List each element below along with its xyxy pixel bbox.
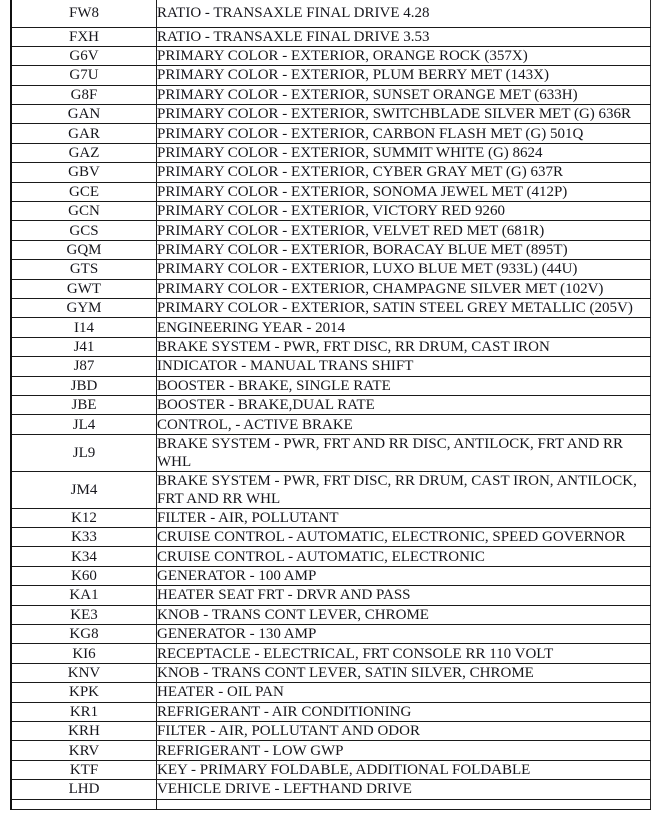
description-cell: ENGINEERING YEAR - 2014 [157, 318, 651, 337]
description-cell: BRAKE SYSTEM - PWR, FRT DISC, RR DRUM, CAST IRON, ANTILOCK, FRT AND RR WHL [157, 471, 651, 508]
description-cell-empty [157, 799, 651, 809]
rpo-code-cell: K12 [11, 508, 157, 527]
rpo-code-cell: FW8 [11, 0, 157, 27]
description-cell: REFRIGERANT - AIR CONDITIONING [157, 702, 651, 721]
description-cell: GENERATOR - 100 AMP [157, 566, 651, 585]
description-cell: KEY - PRIMARY FOLDABLE, ADDITIONAL FOLDABLE [157, 760, 651, 779]
rpo-code-cell: KG8 [11, 625, 157, 644]
rpo-code-cell: LHD [11, 780, 157, 799]
rpo-code-cell: GBV [11, 163, 157, 182]
table-row [11, 683, 651, 702]
table-row [11, 202, 651, 221]
rpo-code-cell: K60 [11, 566, 157, 585]
table-row [11, 279, 651, 298]
table-row [11, 163, 651, 182]
table-row [11, 586, 651, 605]
table-row [11, 702, 651, 721]
description-cell: KNOB - TRANS CONT LEVER, SATIN SILVER, CHROME [157, 663, 651, 682]
description-cell: PRIMARY COLOR - EXTERIOR, SONOMA JEWEL MET (412P) [157, 182, 651, 201]
rpo-code-cell: JL4 [11, 415, 157, 434]
table-row [11, 760, 651, 779]
table-row [11, 547, 651, 566]
description-cell: FILTER - AIR, POLLUTANT [157, 508, 651, 527]
rpo-code-cell: G7U [11, 66, 157, 85]
description-cell: BRAKE SYSTEM - PWR, FRT DISC, RR DRUM, CAST IRON [157, 337, 651, 356]
table-row [11, 625, 651, 644]
rpo-code-cell: GCE [11, 182, 157, 201]
table-row [11, 260, 651, 279]
description-cell: PRIMARY COLOR - EXTERIOR, PLUM BERRY MET (143X) [157, 66, 651, 85]
table-row [11, 182, 651, 201]
description-cell: FILTER - AIR, POLLUTANT AND ODOR [157, 722, 651, 741]
table-row [11, 566, 651, 585]
rpo-code-cell: K34 [11, 547, 157, 566]
rpo-code-cell: KPK [11, 683, 157, 702]
rpo-code-cell: GAZ [11, 143, 157, 162]
rpo-code-cell: G8F [11, 85, 157, 104]
description-cell: INDICATOR - MANUAL TRANS SHIFT [157, 357, 651, 376]
table-row [11, 780, 651, 799]
description-cell: BRAKE SYSTEM - PWR, FRT AND RR DISC, ANTILOCK, FRT AND RR WHL [157, 434, 651, 471]
description-cell: BOOSTER - BRAKE, SINGLE RATE [157, 376, 651, 395]
table-row [11, 66, 651, 85]
table-row [11, 143, 651, 162]
description-cell: PRIMARY COLOR - EXTERIOR, CYBER GRAY MET (G) 637R [157, 163, 651, 182]
rpo-code-cell: JL9 [11, 434, 157, 471]
description-cell: HEATER - OIL PAN [157, 683, 651, 702]
description-cell: PRIMARY COLOR - EXTERIOR, CHAMPAGNE SILVER MET (102V) [157, 279, 651, 298]
table-row [11, 318, 651, 337]
table-row [11, 85, 651, 104]
rpo-code-cell-empty [11, 799, 157, 809]
description-cell: BOOSTER - BRAKE,DUAL RATE [157, 395, 651, 414]
rpo-code-cell: GQM [11, 240, 157, 259]
rpo-code-cell: KNV [11, 663, 157, 682]
table-row [11, 663, 651, 682]
table-row [11, 46, 651, 65]
description-cell: RATIO - TRANSAXLE FINAL DRIVE 3.53 [157, 27, 651, 46]
rpo-code-cell: GYM [11, 298, 157, 317]
rpo-code-cell: KI6 [11, 644, 157, 663]
rpo-code-cell: JM4 [11, 471, 157, 508]
description-cell: PRIMARY COLOR - EXTERIOR, SWITCHBLADE SILVER MET (G) 636R [157, 105, 651, 124]
rpo-code-cell: GAR [11, 124, 157, 143]
rpo-code-cell: J87 [11, 357, 157, 376]
rpo-code-cell: JBD [11, 376, 157, 395]
table-row [11, 434, 651, 471]
rpo-code-cell: KE3 [11, 605, 157, 624]
rpo-code-cell: GCS [11, 221, 157, 240]
rpo-code-cell: K33 [11, 528, 157, 547]
rpo-code-cell: J41 [11, 337, 157, 356]
description-cell: PRIMARY COLOR - EXTERIOR, ORANGE ROCK (357X) [157, 46, 651, 65]
table-row [11, 471, 651, 508]
rpo-code-cell: GAN [11, 105, 157, 124]
rpo-code-cell: JBE [11, 395, 157, 414]
description-cell: PRIMARY COLOR - EXTERIOR, SUMMIT WHITE (G) 8624 [157, 143, 651, 162]
table-row-cropped [11, 799, 651, 809]
table-row [11, 357, 651, 376]
description-cell: PRIMARY COLOR - EXTERIOR, VICTORY RED 9260 [157, 202, 651, 221]
table-row [11, 105, 651, 124]
rpo-code-cell: I14 [11, 318, 157, 337]
table-row [11, 0, 651, 27]
rpo-code-cell: GTS [11, 260, 157, 279]
description-cell: PRIMARY COLOR - EXTERIOR, LUXO BLUE MET (933L) (44U) [157, 260, 651, 279]
rpo-code-cell: G6V [11, 46, 157, 65]
rpo-code-table [10, 0, 651, 810]
table-row [11, 528, 651, 547]
table-row [11, 124, 651, 143]
table-row [11, 240, 651, 259]
description-cell: REFRIGERANT - LOW GWP [157, 741, 651, 760]
description-cell: PRIMARY COLOR - EXTERIOR, VELVET RED MET (681R) [157, 221, 651, 240]
rpo-code-cell: KRV [11, 741, 157, 760]
description-cell: CONTROL, - ACTIVE BRAKE [157, 415, 651, 434]
table-row [11, 415, 651, 434]
table-row [11, 376, 651, 395]
description-cell: PRIMARY COLOR - EXTERIOR, BORACAY BLUE MET (895T) [157, 240, 651, 259]
description-cell: PRIMARY COLOR - EXTERIOR, SUNSET ORANGE MET (633H) [157, 85, 651, 104]
table-row [11, 741, 651, 760]
rpo-code-cell: GCN [11, 202, 157, 221]
rpo-code-table-wrap [10, 0, 651, 810]
table-row [11, 644, 651, 663]
description-cell: PRIMARY COLOR - EXTERIOR, CARBON FLASH MET (G) 501Q [157, 124, 651, 143]
table-row [11, 337, 651, 356]
table-row [11, 27, 651, 46]
description-cell: KNOB - TRANS CONT LEVER, CHROME [157, 605, 651, 624]
description-cell: HEATER SEAT FRT - DRVR AND PASS [157, 586, 651, 605]
description-cell: VEHICLE DRIVE - LEFTHAND DRIVE [157, 780, 651, 799]
table-row [11, 605, 651, 624]
description-cell: PRIMARY COLOR - EXTERIOR, SATIN STEEL GREY METALLIC (205V) [157, 298, 651, 317]
rpo-code-cell: KR1 [11, 702, 157, 721]
rpo-code-cell: FXH [11, 27, 157, 46]
description-cell: RATIO - TRANSAXLE FINAL DRIVE 4.28 [157, 0, 651, 27]
description-cell: CRUISE CONTROL - AUTOMATIC, ELECTRONIC, SPEED GOVERNOR [157, 528, 651, 547]
table-row [11, 395, 651, 414]
table-row [11, 722, 651, 741]
description-cell: RECEPTACLE - ELECTRICAL, FRT CONSOLE RR 110 VOLT [157, 644, 651, 663]
description-cell: GENERATOR - 130 AMP [157, 625, 651, 644]
table-row [11, 508, 651, 527]
rpo-code-cell: GWT [11, 279, 157, 298]
table-row [11, 221, 651, 240]
rpo-code-cell: KTF [11, 760, 157, 779]
rpo-code-cell: KA1 [11, 586, 157, 605]
table-row [11, 298, 651, 317]
rpo-code-cell: KRH [11, 722, 157, 741]
description-cell: CRUISE CONTROL - AUTOMATIC, ELECTRONIC [157, 547, 651, 566]
rpo-table-body [11, 0, 651, 809]
